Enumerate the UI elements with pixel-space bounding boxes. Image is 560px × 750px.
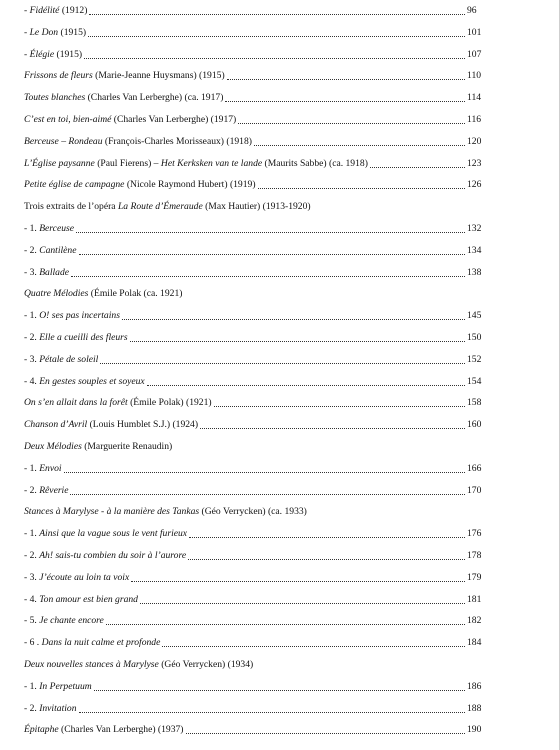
toc-title-segment: (1915) [58, 26, 87, 38]
dot-leader [131, 579, 465, 582]
toc-entry [24, 571, 489, 585]
toc-entry-title [24, 157, 368, 171]
dot-leader [64, 470, 465, 473]
dot-leader [106, 622, 465, 625]
toc-section-heading [24, 287, 464, 301]
toc-title-segment: (1912) [59, 5, 88, 16]
dot-leader [70, 492, 465, 495]
toc-title-segment: (Maurits Sabbe) (ca. 1918) [262, 157, 368, 169]
toc-title-segment: - 1. [24, 310, 40, 322]
toc-entry [24, 723, 489, 737]
toc-entry-title [24, 505, 307, 519]
toc-entry-title [24, 26, 86, 40]
toc-title-segment: - Le Don [24, 26, 59, 38]
toc-entry [24, 91, 489, 105]
toc-entry-title [24, 375, 145, 389]
toc-title-segment: - 1. [24, 462, 40, 474]
toc-entry-title [24, 113, 236, 127]
page-number: 154 [467, 375, 482, 387]
dot-leader [94, 688, 465, 691]
page-number: 123 [467, 157, 482, 169]
dot-leader [200, 426, 465, 429]
dot-leader [254, 143, 465, 146]
toc-title-segment: (Paul Fierens) – [94, 157, 161, 169]
page-number: 176 [467, 528, 482, 540]
toc-entry-title [24, 680, 92, 694]
toc-entry [24, 636, 489, 650]
dot-leader [370, 165, 465, 168]
page-number: 126 [467, 179, 482, 191]
toc-title-segment: - 3. [24, 353, 40, 365]
toc-entry-title [24, 353, 98, 367]
toc-entry [24, 353, 489, 367]
dot-leader [76, 230, 465, 233]
toc-entry-title [24, 418, 198, 432]
toc-entry-title [24, 549, 186, 563]
toc-title-segment: - 4. [24, 593, 40, 605]
page-number: 166 [467, 462, 482, 474]
toc-title-segment: (Émile Polak) (1921) [127, 397, 212, 409]
toc-entry-title [24, 527, 187, 541]
page-number: 182 [467, 615, 482, 627]
toc-title-segment: (Marie-Jeanne Huysmans) (1915) [92, 70, 225, 82]
toc-entry-title [24, 484, 68, 498]
toc-entry [24, 135, 489, 149]
toc-title-segment: (Marguerite Renaudin) [81, 441, 173, 452]
toc-title-segment: (François-Charles Morisseaux) (1918) [102, 135, 252, 147]
page-number: 150 [467, 332, 482, 343]
dot-leader [79, 710, 466, 713]
toc-title-segment: Cantilène [39, 244, 77, 256]
toc-title-segment: - 2. [24, 484, 40, 496]
toc-title-segment: Ballade [39, 266, 70, 278]
toc-entry-title [24, 91, 223, 105]
page-number: 110 [467, 70, 482, 82]
toc-entry [24, 157, 489, 171]
page-number: 96 [467, 5, 477, 16]
toc-title-segment: - 1. [24, 223, 40, 234]
toc-entry-title [24, 266, 69, 280]
toc-title-segment: (Géo Verrycken) (1934) [158, 659, 254, 670]
toc-title-segment: (Louis Humblet S.J.) (1924) [87, 419, 199, 431]
toc-entry-title [24, 571, 129, 585]
toc-entry-title [24, 331, 128, 345]
toc-entry [24, 178, 489, 192]
toc-entry [24, 396, 489, 410]
toc-entry [24, 113, 489, 127]
page-number: 145 [467, 310, 482, 322]
dot-leader [189, 535, 465, 538]
page-number: 188 [467, 702, 482, 714]
page-number: 158 [467, 397, 482, 409]
toc-section-heading [24, 505, 464, 519]
toc-entry [24, 614, 489, 628]
dot-leader [186, 731, 466, 734]
toc-entry-title [24, 135, 252, 149]
toc-title-segment: (Charles Van Lerberghe) (1937) [58, 724, 184, 736]
toc-title-segment: Trois extraits de l’opéra [24, 201, 118, 213]
toc-title-segment: - 2. [24, 332, 40, 343]
toc-entry [24, 375, 489, 389]
dot-leader [238, 121, 465, 124]
page-number: 186 [467, 680, 482, 692]
toc-title-segment: L’Église paysanne [24, 157, 95, 169]
dot-leader [188, 557, 465, 560]
dot-leader [162, 644, 465, 647]
page-number: 138 [467, 266, 482, 278]
dot-leader [140, 601, 465, 604]
page-number: 120 [467, 135, 482, 147]
toc-title-segment: - Fidélité [24, 5, 60, 16]
toc-entry-title [24, 48, 82, 62]
dot-leader [122, 317, 465, 320]
page-number: 170 [467, 484, 482, 496]
page-number: 179 [467, 571, 482, 583]
page-number: 181 [467, 593, 482, 605]
toc-title-segment: Frissons de fleurs [24, 70, 93, 82]
toc-title-segment: (Nicole Raymond Hubert) (1919) [124, 179, 256, 191]
toc-entry-title [24, 702, 77, 716]
toc-title-segment: - 1. [24, 680, 40, 692]
toc-title-segment: - 1. [24, 528, 40, 540]
toc-title-segment: - 4. [24, 375, 40, 387]
page-number: 160 [467, 419, 482, 431]
toc-title-segment: Deux nouvelles stances à Marylyse [24, 659, 159, 670]
page-number: 101 [467, 26, 482, 38]
dot-leader [258, 186, 465, 189]
page-number: 178 [467, 550, 482, 561]
dot-leader [79, 252, 466, 255]
toc-entry [24, 26, 489, 40]
toc-entry-title [24, 244, 77, 258]
toc-title-segment: - 2. [24, 550, 40, 561]
toc-entry [24, 527, 489, 541]
toc-title-segment: J’écoute au loin ta voix [39, 571, 130, 583]
dot-leader [89, 12, 465, 15]
toc-title-segment: Dans la nuit calme et profonde [41, 637, 161, 649]
toc-entry [24, 244, 489, 258]
toc-entry [24, 702, 489, 716]
toc-title-segment: Deux Mélodies [24, 441, 82, 452]
toc-title-segment: - 3. [24, 266, 40, 278]
toc-entry-title [24, 4, 87, 18]
dot-leader [214, 404, 465, 407]
toc-entry [24, 266, 489, 280]
page-number: 116 [467, 114, 482, 125]
toc-title-segment: (Charles Van Lerberghe) (ca. 1917) [85, 92, 224, 104]
toc-title-segment: Ton amour est bien grand [39, 593, 138, 605]
dot-leader [100, 361, 465, 364]
page-number: 114 [467, 92, 482, 104]
toc-title-segment: Elle a cueilli des fleurs [39, 332, 128, 343]
toc-title-segment: - 2. [24, 244, 40, 256]
toc-title-segment: Het Kerksken van te lande [160, 157, 263, 169]
toc-entry-title [24, 723, 184, 737]
toc-entry [24, 680, 489, 694]
toc-title-segment: Ah! sais-tu combien du soir à l’aurore [39, 550, 187, 561]
toc-section-heading [24, 440, 464, 454]
toc-entry [24, 69, 489, 83]
toc-entry-title [24, 614, 104, 628]
toc-entry-title [24, 309, 120, 323]
toc-title-segment: Pétale de soleil [39, 353, 99, 365]
toc-section-heading [24, 658, 464, 672]
toc-title-segment: Toutes blanches [24, 92, 86, 104]
toc-title-segment: - Élégie [24, 48, 55, 60]
dot-leader [130, 339, 465, 342]
toc-title-segment: In Perpetuum [39, 680, 92, 692]
page-number: 190 [467, 724, 482, 736]
page-number: 134 [467, 244, 482, 256]
toc-entry-title [24, 396, 212, 410]
toc-entry-title [24, 658, 253, 672]
toc-title-segment: La Route d’Émeraude [117, 201, 203, 213]
toc-title-segment: En gestes souples et soyeux [39, 375, 145, 387]
page-number: 184 [467, 637, 482, 649]
toc-title-segment: Épitaphe [24, 724, 59, 736]
toc-entry-title [24, 200, 311, 214]
toc-title-segment: Chanson d’Avril [24, 419, 88, 431]
toc-title-segment: Berceuse [39, 223, 74, 234]
page-number: 132 [467, 223, 482, 234]
toc-title-segment: Je chante encore [39, 615, 104, 627]
toc-title-segment: Rêverie [39, 484, 69, 496]
dot-leader [71, 274, 465, 277]
toc-title-segment: C’est en toi, bien-aimé [24, 114, 112, 125]
toc-title-segment: (1915) [54, 48, 83, 60]
toc-entry-title [24, 178, 256, 192]
toc-title-segment: Invitation [39, 702, 77, 714]
toc-entry-title [24, 593, 138, 607]
toc-entry-title [24, 462, 62, 476]
toc-title-segment: - 2. [24, 702, 40, 714]
toc-title-segment: (Géo Verrycken) (ca. 1933) [199, 506, 307, 518]
toc-title-segment: (Émile Polak (ca. 1921) [88, 288, 183, 300]
dot-leader [227, 77, 465, 80]
page-number: 107 [467, 48, 482, 60]
toc-section-heading [24, 200, 464, 214]
toc-entry [24, 549, 489, 563]
toc-entry [24, 331, 489, 345]
toc-entry [24, 48, 489, 62]
dot-leader [147, 383, 465, 386]
toc-entry [24, 593, 489, 607]
toc-title-segment: Stances à Marylyse - à la manière des Tankas [24, 506, 200, 518]
toc-title-segment: O! ses pas incertains [39, 310, 120, 322]
toc-title-segment: - 5. [24, 615, 40, 627]
toc-entry-title [24, 287, 182, 301]
toc-entry [24, 484, 489, 498]
page-number: 152 [467, 353, 482, 365]
toc-title-segment: - 6 . [24, 637, 42, 649]
toc-title-segment: - 3. [24, 571, 40, 583]
toc-entry-title [24, 636, 160, 650]
toc-entry [24, 222, 489, 236]
toc-title-segment: Petite église de campagne [24, 179, 125, 191]
toc-entry [24, 418, 489, 432]
toc-title-segment: Berceuse – Rondeau [24, 135, 103, 147]
toc-entry-title [24, 69, 225, 83]
toc-entry [24, 4, 489, 18]
toc-title-segment: Quatre Mélodies [24, 288, 89, 300]
toc-title-segment: Ainsi que la vague sous le vent furieux [39, 528, 188, 540]
toc-entry-title [24, 222, 74, 236]
toc-title-segment: Envoi [39, 462, 62, 474]
toc-title-segment: (Max Hautier) (1913-1920) [202, 201, 311, 213]
dot-leader [88, 34, 465, 37]
dot-leader [225, 99, 465, 102]
toc-entry [24, 462, 489, 476]
toc-entry [24, 309, 489, 323]
toc-title-segment: (Charles Van Lerberghe) (1917) [111, 114, 237, 125]
toc-entry-title [24, 440, 172, 454]
dot-leader [84, 56, 465, 59]
toc-title-segment: On s’en allait dans la forêt [24, 397, 128, 409]
